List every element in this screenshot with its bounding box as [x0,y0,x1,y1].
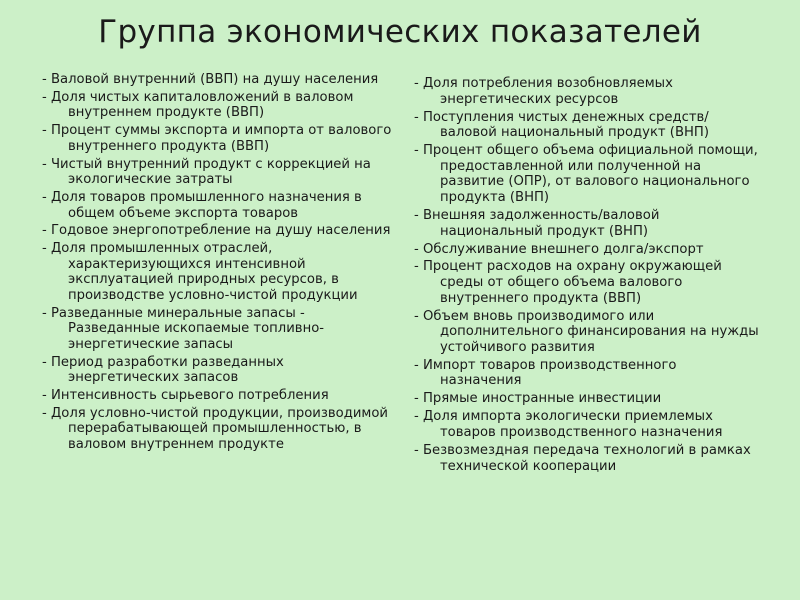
list-item: - Доля товаров промышленного назначения в общем объеме экспорта товаров [42,190,398,221]
list-item: - Прямые иностранные инвестиции [414,391,760,407]
list-item: - Чистый внутренний продукт с коррекцией на экологические затраты [42,157,398,188]
list-item: - Доля потребления возобновляемых энергетических ресурсов [414,76,760,107]
list-item: - Процент расходов на охрану окружающей среды от общего объема валового внутреннего продукта (ВВП) [414,259,760,306]
list-item: - Доля промышленных отраслей, характеризующихся интенсивной эксплуатацией природных ресурсов, в производстве условно-чистой продукции [42,241,398,303]
list-item: - Обслуживание внешнего долга/экспорт [414,242,760,258]
list-item: - Безвозмездная передача технологий в рамках технической кооперации [414,443,760,474]
right-column [414,76,760,477]
list-item: - Доля условно-чистой продукции, производимой перерабатывающей промышленностью, в валовом внутреннем продукте [42,406,398,453]
list-item: - Процент суммы экспорта и импорта от валового внутреннего продукта (ВВП) [42,123,398,154]
list-item: - Внешняя задолженность/валовой национальный продукт (ВНП) [414,208,760,239]
list-item: - Разведанные минеральные запасы - Разведанные ископаемые топливно-энергетические запасы [42,306,398,353]
left-indicator-list [42,72,398,453]
list-item: - Доля чистых капиталовложений в валовом внутреннем продукте (ВВП) [42,90,398,121]
slide-title: Группа экономических показателей [98,14,702,50]
list-item: - Процент общего объема официальной помощи, предоставленной или полученной на развитие (ОПР), от валового национального продукта (ВНП) [414,143,760,205]
left-column [42,72,398,455]
list-item: - Поступления чистых денежных средств/валовой национальный продукт (ВНП) [414,110,760,141]
list-item: - Доля импорта экологически приемлемых товаров производственного назначения [414,409,760,440]
list-item: - Период разработки разведанных энергетических запасов [42,355,398,386]
list-item: - Объем вновь производимого или дополнительного финансирования на нужды устойчивого развития [414,309,760,356]
list-item: - Интенсивность сырьевого потребления [42,388,398,404]
right-indicator-list [414,76,760,474]
list-item: - Валовой внутренний (ВВП) на душу населения [42,72,398,88]
list-item: - Годовое энергопотребление на душу населения [42,223,398,239]
list-item: - Импорт товаров производственного назначения [414,358,760,389]
